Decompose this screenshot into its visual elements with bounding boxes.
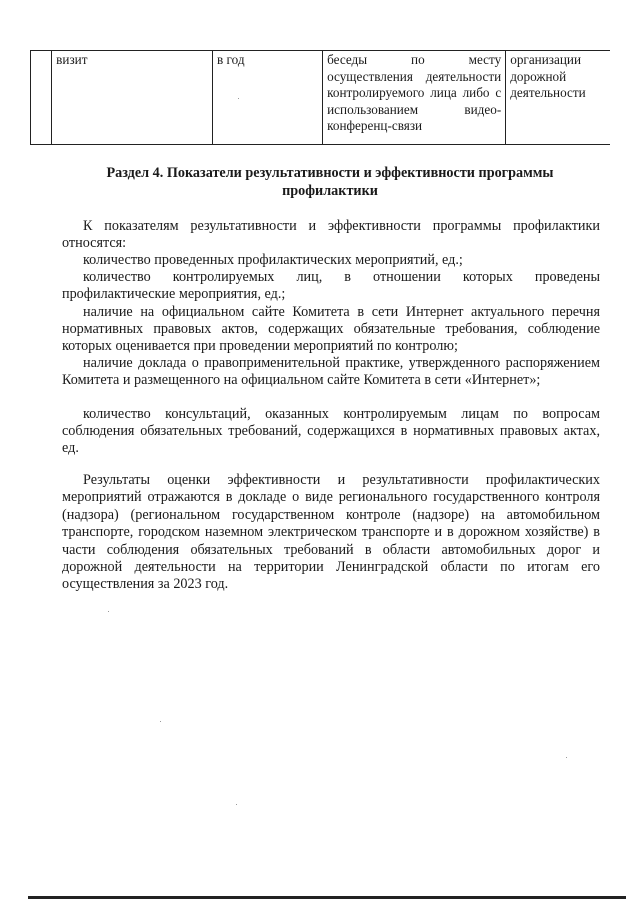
results-paragraph: Результаты оценки эффективности и результативности профилактических мероприятий отражаются в докладе о виде регионального государственного контроля (надзора) (региональном государственном контроле (надзоре) на автомобильном транспорте, городском наземном электрическом транспорте и в дорожном хозяйстве) в части соблюдения обязательных требований в области автомобильных дорог и дорожной деятельности на территории Ленинградской области по итогам его осуществления за 2023 год. [62,472,600,593]
section-heading [70,164,590,200]
indicator-item: количество консультаций, оказанных контролируемым лицам по вопросам соблюдения обязательных требований, содержащихся в нормативных правовых актах, ед. [62,406,600,457]
table-cell-measure: визит [52,51,213,145]
indicator-item: количество проведенных профилактических мероприятий, ед.; [83,252,463,268]
indicators-intro [62,218,600,252]
indicator-item: наличие на официальном сайте Комитета в сети Интернет актуального перечня нормативных правовых актов, содержащих обязательные требования, соблюдение которых оценивается при проведении мероприятий по контролю; [62,304,600,355]
section-heading-line1: Раздел 4. Показатели результативности и эффективности программы [106,165,554,181]
table-cell-subjects: организации дорожной деятельности [506,51,610,145]
table-cell-method: беседы по месту осуществления деятельности контролируемого лица либо с использованием видео-конференц-связи [323,51,506,145]
intro-line1: К показателям результативности и эффективности программы профилактики [83,218,600,234]
intro-line2: относятся: [62,235,127,252]
measures-table [30,50,610,145]
indicator-item: количество контролируемых лиц, в отношении которых проведены профилактические мероприятия, ед.; [62,269,600,303]
table-cell-index [31,51,52,145]
section-heading-line2: профилактики [282,183,378,199]
table-cell-frequency: в год [213,51,323,145]
indicator-item: наличие доклада о правоприменительной практике, утвержденного распоряжением Комитета и размещенного на официальном сайте Комитета в сети «Интернет»; [62,355,600,389]
table-row [31,51,611,145]
bottom-rule [28,896,626,899]
